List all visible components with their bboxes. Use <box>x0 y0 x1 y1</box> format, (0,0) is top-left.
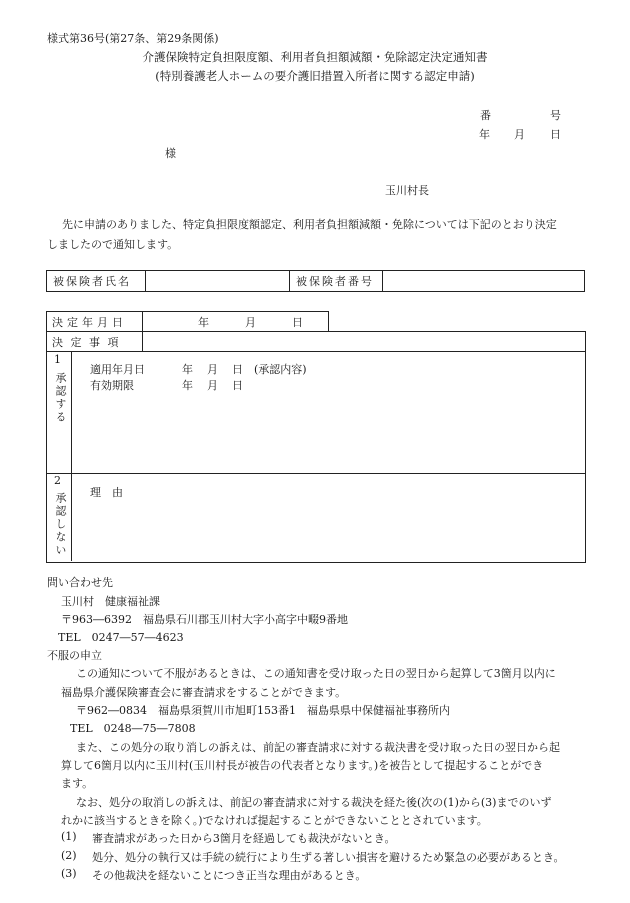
appeal-heading: 不服の申立 <box>47 649 102 662</box>
appeal-p1-line1: この通知について不服があるときは、この通知書を受け取った日の翌日から起算して3箇月以内に <box>76 667 556 680</box>
header-year: 年 <box>479 128 490 141</box>
insured-name-label: 被保険者氏名 <box>47 271 146 292</box>
insured-table <box>46 270 585 292</box>
appeal-p2-line2: 算して6箇月以内に玉川村(玉川村長が被告の代表者となります。)を被告として提起することができ <box>61 759 544 772</box>
recipient-sama: 様 <box>165 147 176 160</box>
valid-period-label: 有効期限 <box>90 379 134 392</box>
appeal-p2-line1: また、この処分の取り消しの訴えは、前記の審査請求に対する裁決書を受け取った日の翌日から起 <box>76 741 560 754</box>
appeal-item-text: 処分、処分の執行又は手続の続行により生ずる著しい損害を避けるため緊急の必要があるとき。 <box>92 851 565 864</box>
reason-label: 理 由 <box>90 486 123 499</box>
header-month: 月 <box>514 128 525 141</box>
decision-date-year: 年 <box>198 316 209 329</box>
appeal-item-text: その他裁決を経ないことにつき正当な理由があるとき。 <box>92 869 367 882</box>
doc-number-ban: 番 <box>480 109 491 122</box>
valid-period-month: 月 <box>207 379 218 392</box>
valid-period-day: 日 <box>232 379 243 392</box>
appeal-office-address: 〒962―0834 福島県須賀川市旭町153番1 福島県県中保健福祉事務所内 <box>76 704 450 717</box>
decision-matter-label: 決 定 事 項 <box>52 336 121 349</box>
valid-period-year: 年 <box>182 379 193 392</box>
appeal-p3-line1: なお、処分の取消しの訴えは、前記の審査請求に対する裁決を経た後(次の(1)から(3)までのいず <box>76 796 552 809</box>
decision-date-label: 決定年月日 <box>52 316 127 329</box>
appeal-item-num: (2) <box>61 849 77 862</box>
appeal-item-num: (3) <box>61 867 77 880</box>
contact-tel: TEL 0247―57―4623 <box>58 631 184 644</box>
appeal-p2-line3: ます。 <box>61 777 94 790</box>
appeal-p1-line2: 福島県介護保険審査会に審査請求をすることができます。 <box>61 686 347 699</box>
header-day: 日 <box>550 128 561 141</box>
insured-name-field[interactable] <box>146 271 290 292</box>
intro-line1: 先に申請のありました、特定負担限度額認定、利用者負担額減額・免除については下記のとおり決定 <box>62 218 557 231</box>
decision-date-month: 月 <box>245 316 256 329</box>
approval-content-label: (承認内容) <box>254 363 307 376</box>
doc-number-go: 号 <box>550 109 561 122</box>
document-title: 介護保険特定負担限度額、利用者負担額減額・免除認定決定通知書 <box>142 50 488 64</box>
apply-date-month: 月 <box>207 363 218 376</box>
appeal-item-text: 審査請求があった日から3箇月を経過しても裁決がないとき。 <box>92 832 396 845</box>
divider <box>47 473 585 474</box>
issuer-name: 玉川村長 <box>385 184 429 197</box>
reject-number: 2 <box>54 474 61 487</box>
apply-date-day: 日 <box>232 363 243 376</box>
contact-dept: 玉川村 健康福祉課 <box>61 595 160 608</box>
form-number: 様式第36号(第27条、第29条関係) <box>47 32 219 45</box>
apply-date-label: 適用年月日 <box>90 363 145 376</box>
divider <box>47 351 585 352</box>
contact-heading: 問い合わせ先 <box>47 576 113 589</box>
intro-line2: しましたので通知します。 <box>47 238 179 251</box>
approve-label: 承認する <box>54 372 67 424</box>
contact-address: 〒963―6392 福島県石川郡玉川村大字小高字中畷9番地 <box>61 613 348 626</box>
appeal-item-num: (1) <box>61 830 77 843</box>
insured-number-label: 被保険者番号 <box>290 271 383 292</box>
divider <box>71 352 72 561</box>
apply-date-year: 年 <box>182 363 193 376</box>
document-subtitle: (特別養護老人ホームの要介護旧措置入所者に関する認定申請) <box>155 69 475 83</box>
approve-number: 1 <box>54 353 61 366</box>
divider <box>142 311 143 331</box>
divider <box>142 331 143 351</box>
appeal-p3-line2: れかに該当するときを除く。)でなければ提起することができないこととされています。 <box>61 814 488 827</box>
decision-date-day: 日 <box>292 316 303 329</box>
reject-label: 承認しない <box>54 492 67 557</box>
appeal-office-tel: TEL 0248―75―7808 <box>70 722 196 735</box>
insured-number-field[interactable] <box>383 271 585 292</box>
